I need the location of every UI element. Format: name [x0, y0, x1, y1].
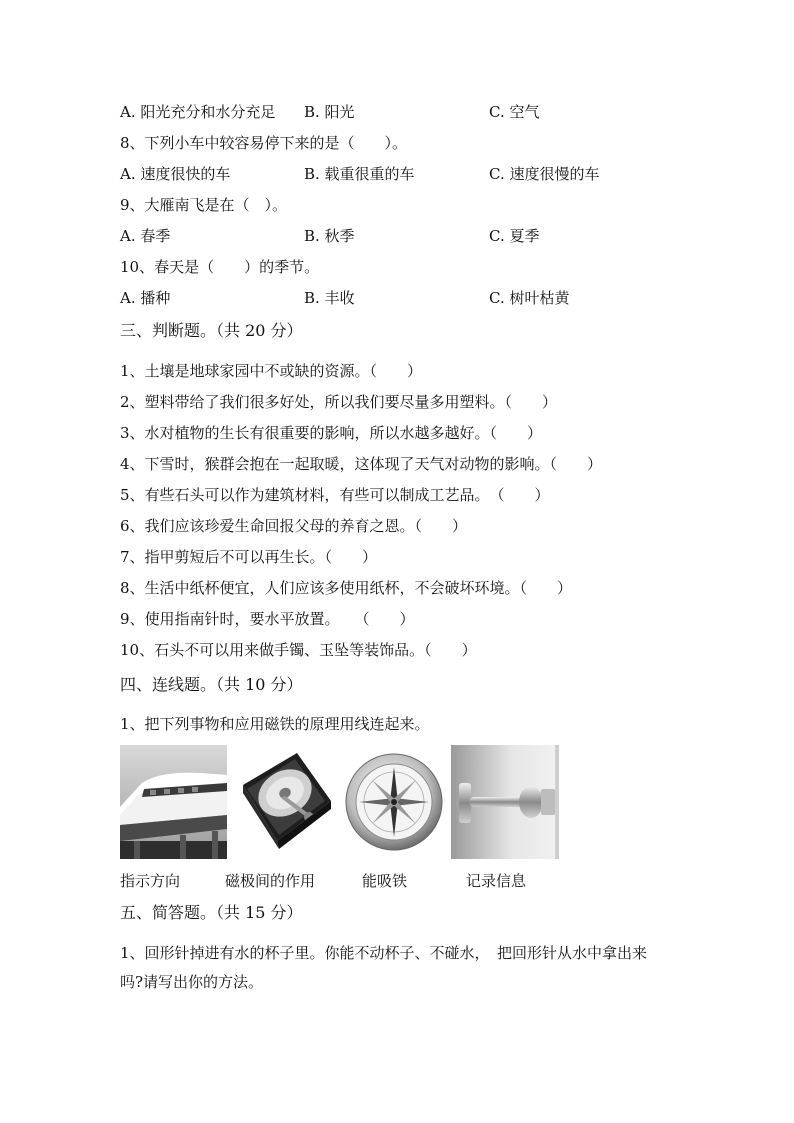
section3-title: 三、判断题。（共 20 分） — [120, 321, 303, 340]
matching-q1-stem: 1、把下列事物和应用磁铁的原理用线连起来。 — [120, 715, 430, 733]
q10-stem: 10、春天是（ ）的季节。 — [120, 258, 320, 276]
caption-2: 磁极间的作用 — [225, 872, 316, 890]
q10-option-b: B. 丰收 — [304, 289, 355, 307]
short-answer-q1-line2: 吗?请写出你的方法。 — [120, 973, 264, 991]
judge-item-9: 9、使用指南针时，要水平放置。 （ ） — [120, 610, 415, 628]
q10-option-c: C. 树叶枯黄 — [489, 289, 570, 307]
q7-option-b: B. 阳光 — [304, 103, 355, 121]
q8-option-a: A. 速度很快的车 — [120, 165, 231, 183]
judge-item-10: 10、石头不可以用来做手镯、玉坠等装饰品。（ ） — [120, 641, 477, 659]
q7-option-c: C. 空气 — [489, 103, 540, 121]
judge-item-4: 4、下雪时，猴群会抱在一起取暖，这体现了天气对动物的影响。（ ） — [120, 455, 603, 473]
q10-option-a: A. 播种 — [120, 289, 171, 307]
q8-option-b: B. 载重很重的车 — [304, 165, 415, 183]
compass-image — [344, 745, 444, 859]
section4-title: 四、连线题。（共 10 分） — [120, 675, 303, 694]
judge-item-8: 8、生活中纸杯便宜，人们应该多使用纸杯，不会破坏环境。（ ） — [120, 579, 573, 597]
hard-disk-image — [235, 745, 337, 859]
judge-item-7: 7、指甲剪短后不可以再生长。（ ） — [120, 548, 378, 566]
door-magnet-image — [451, 745, 572, 859]
q8-option-c: C. 速度很慢的车 — [489, 165, 600, 183]
maglev-train-image — [120, 745, 227, 859]
q9-option-a: A. 春季 — [120, 227, 171, 245]
judge-item-5: 5、有些石头可以作为建筑材料，有些可以制成工艺品。 （ ） — [120, 486, 550, 504]
judge-item-3: 3、水对植物的生长有很重要的影响，所以水越多越好。（ ） — [120, 424, 543, 442]
q9-option-c: C. 夏季 — [489, 227, 540, 245]
q8-stem: 8、下列小车中较容易停下来的是（ ）。 — [120, 134, 408, 152]
short-answer-q1-line1: 1、回形针掉进有水的杯子里。你能不动杯子、不碰水， 把回形针从水中拿出来 — [120, 944, 648, 962]
judge-item-1: 1、土壤是地球家园中不或缺的资源。（ ） — [120, 362, 423, 380]
caption-1: 指示方向 — [120, 872, 181, 890]
q9-stem: 9、大雁南飞是在（ ）。 — [120, 196, 288, 214]
q9-option-b: B. 秋季 — [304, 227, 355, 245]
section5-title: 五、简答题。（共 15 分） — [120, 903, 303, 922]
judge-item-2: 2、塑料带给了我们很多好处，所以我们要尽量多用塑料。（ ） — [120, 393, 558, 411]
caption-4: 记录信息 — [466, 872, 527, 890]
q7-option-a: A. 阳光充分和水分充足 — [120, 103, 276, 121]
caption-3: 能吸铁 — [362, 872, 408, 890]
judge-item-6: 6、我们应该珍爱生命回报父母的养育之恩。（ ） — [120, 517, 468, 535]
